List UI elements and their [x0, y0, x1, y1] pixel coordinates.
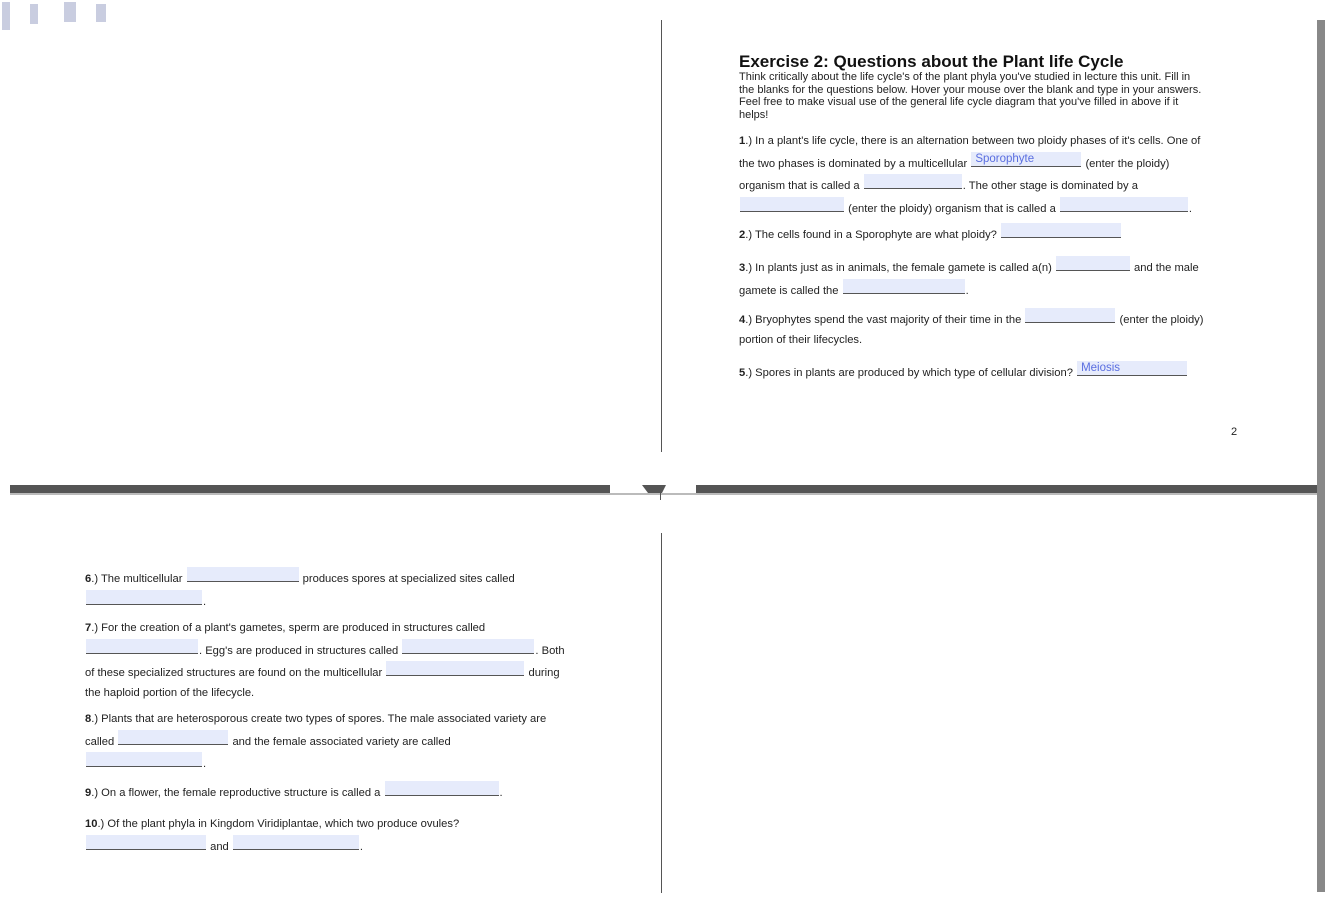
question-7 — [85, 619, 565, 703]
exercise-intro — [739, 71, 1259, 121]
question-text: . The other stage is dominated by a — [962, 180, 1138, 192]
page-divider-bottom — [661, 533, 662, 893]
question-number: 6 — [85, 573, 92, 585]
question-text: .) On a flower, the female reproductive structure is called a — [91, 787, 381, 799]
question-number: 4 — [739, 314, 746, 326]
question-number: 1 — [739, 135, 746, 147]
question-text: .) The cells found in a Sporophyte are what ploidy? — [745, 229, 997, 241]
answer-field-ploidy-2[interactable] — [740, 197, 844, 212]
question-text: . — [203, 758, 207, 770]
page-gap-bar-left — [10, 485, 610, 493]
question-text: . Egg's are produced in structures called — [199, 644, 399, 657]
question-text: portion of their lifecycles. — [739, 333, 863, 346]
question-5 — [739, 361, 1188, 384]
question-text: (enter the ploidy) — [1085, 157, 1170, 170]
question-text: and — [210, 840, 229, 853]
answer-field-multicellular-host[interactable] — [386, 661, 524, 676]
question-3 — [739, 256, 1199, 301]
answer-field-multicellular-stage[interactable] — [187, 567, 299, 582]
answer-field-ploidy-1[interactable] — [971, 152, 1081, 167]
question-text: . — [965, 284, 969, 297]
answer-field-organism-2[interactable] — [1060, 197, 1188, 212]
question-text: .) Plants that are heterosporous create two types of spores. The male associated variety are — [91, 713, 547, 725]
answer-field-organism-1[interactable] — [864, 174, 962, 189]
exercise-heading — [739, 52, 1259, 121]
question-text: organism that is called a — [739, 180, 860, 192]
question-text: .) Spores in plants are produced by which type of cellular division? — [745, 367, 1073, 379]
answer-field-sporophyte-ploidy[interactable] — [1001, 223, 1121, 238]
page-number: 2 — [1231, 426, 1238, 438]
page-divider-top — [661, 20, 662, 452]
question-number: 2 — [739, 229, 746, 241]
answer-field-phylum-2[interactable] — [233, 835, 359, 850]
intro-line: Think critically about the life cycle's of the plant phyla you've studied in lecture this unit. Fill in — [739, 71, 1191, 83]
question-text: and the female associated variety are called — [232, 735, 451, 748]
answer-field-spore-sites[interactable] — [86, 590, 202, 605]
question-1 — [739, 132, 1200, 219]
answer-field-bryophyte-ploidy[interactable] — [1025, 308, 1115, 323]
question-number: 7 — [85, 622, 92, 634]
question-number: 3 — [739, 262, 746, 274]
answer-text: Sporophyte — [975, 152, 1035, 165]
question-number: 5 — [739, 367, 746, 379]
question-2 — [739, 223, 1122, 246]
page-shadow-right — [1317, 20, 1325, 892]
answer-field-sperm-structures[interactable] — [86, 639, 198, 654]
question-text: the two phases is dominated by a multicellular — [739, 157, 968, 170]
question-text: (enter the ploidy) — [1119, 314, 1204, 326]
intro-line: the blanks for the questions below. Hover your mouse over the blank and type in your answers. — [739, 83, 1202, 96]
question-number: 9 — [85, 787, 92, 799]
question-9 — [85, 781, 503, 804]
question-text: and the male — [1134, 262, 1199, 274]
question-text: (enter the ploidy) organism that is called a — [848, 202, 1056, 215]
answer-field-phylum-1[interactable] — [86, 835, 206, 850]
question-text: . — [359, 840, 363, 853]
question-text: . — [203, 595, 207, 608]
intro-line: Feel free to make visual use of the general life cycle diagram that you've filled in above if it — [739, 96, 1179, 108]
question-number: 10 — [85, 818, 98, 830]
question-6 — [85, 567, 515, 612]
question-text: called — [85, 735, 115, 748]
question-text: .) The multicellular — [91, 573, 183, 585]
answer-field-male-spores[interactable] — [118, 730, 228, 745]
answer-field-female-spores[interactable] — [86, 752, 202, 767]
question-number: 8 — [85, 713, 92, 725]
page-gap-bar-right — [696, 485, 1317, 493]
question-text: of these specialized structures are found on the multicellular — [85, 667, 383, 679]
answer-field-female-gamete[interactable] — [1056, 256, 1130, 271]
question-text: during — [528, 667, 560, 679]
exercise-title: Exercise 2: Questions about the Plant life Cycle — [739, 52, 1124, 71]
question-text: produces spores at specialized sites called — [302, 573, 515, 585]
question-text: . — [1188, 202, 1193, 215]
page-corner-marker — [638, 482, 670, 502]
answer-text: Meiosis — [1081, 362, 1121, 374]
question-text: . Both — [535, 644, 565, 657]
question-10 — [85, 815, 459, 857]
question-text: .) In a plant's life cycle, there is an alternation between two ploidy phases of it's cells. One of — [745, 135, 1201, 147]
answer-field-cell-division[interactable] — [1077, 361, 1187, 376]
page-thumbnails[interactable] — [2, 2, 112, 32]
question-8 — [85, 710, 546, 775]
question-text: . — [499, 787, 503, 799]
question-text: .) Of the plant phyla in Kingdom Viridiplantae, which two produce ovules? — [97, 818, 460, 830]
question-text: .) Bryophytes spend the vast majority of their time in the — [745, 314, 1022, 326]
question-text: .) For the creation of a plant's gametes, sperm are produced in structures called — [91, 622, 486, 634]
question-text: the haploid portion of the lifecycle. — [85, 686, 255, 699]
intro-line: helps! — [739, 108, 769, 121]
question-text: .) In plants just as in animals, the female gamete is called a(n) — [745, 262, 1052, 274]
answer-field-female-flower-structure[interactable] — [385, 781, 499, 796]
answer-field-male-gamete[interactable] — [843, 279, 965, 294]
answer-field-egg-structures[interactable] — [402, 639, 534, 654]
question-text: gamete is called the — [739, 284, 839, 297]
question-4 — [739, 308, 1204, 350]
